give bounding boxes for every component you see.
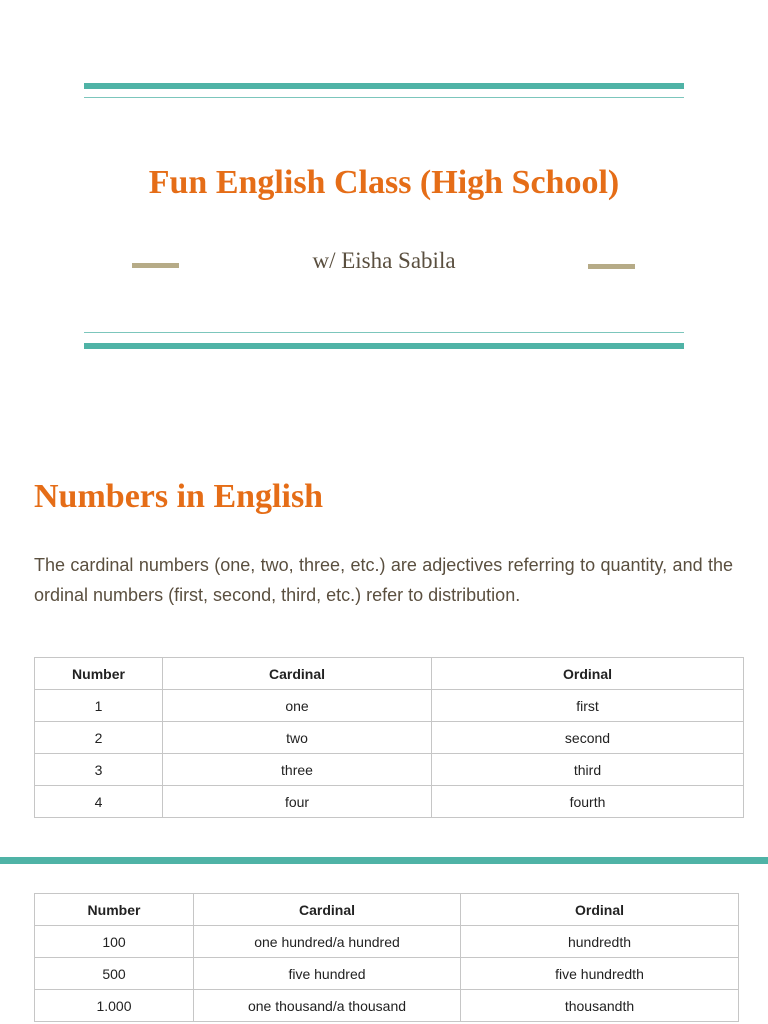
ordinal-cell: five hundredth <box>461 958 739 990</box>
cardinal-cell: one hundred/a hundred <box>194 926 461 958</box>
number-cell: 4 <box>35 786 163 818</box>
table-row <box>35 990 739 1022</box>
column-header-cardinal: Cardinal <box>194 894 461 926</box>
table-row <box>35 722 744 754</box>
column-header-ordinal: Ordinal <box>461 894 739 926</box>
table-row <box>35 690 744 722</box>
top-thick-rule <box>84 83 684 89</box>
right-dash-ornament <box>588 264 635 269</box>
ordinal-cell: hundredth <box>461 926 739 958</box>
ordinal-cell: second <box>432 722 744 754</box>
column-header-number: Number <box>35 658 163 690</box>
author-subtitle: w/ Eisha Sabila <box>312 248 456 273</box>
cardinal-cell: three <box>163 754 432 786</box>
numbers-table-basic <box>34 657 744 818</box>
section-heading: Numbers in English <box>34 478 324 515</box>
number-cell: 500 <box>35 958 194 990</box>
ordinal-cell: thousandth <box>461 990 739 1022</box>
cardinal-cell: one <box>163 690 432 722</box>
table-row <box>35 958 739 990</box>
bottom-thin-rule <box>84 332 684 333</box>
table-row <box>35 926 739 958</box>
number-cell: 100 <box>35 926 194 958</box>
table-row <box>35 786 744 818</box>
cardinal-cell: five hundred <box>194 958 461 990</box>
number-cell: 3 <box>35 754 163 786</box>
slide-divider-rule <box>0 857 768 864</box>
column-header-ordinal: Ordinal <box>432 658 744 690</box>
number-cell: 2 <box>35 722 163 754</box>
intro-paragraph: The cardinal numbers (one, two, three, etc.) are adjectives referring to quantity, and the ordinal numbers (first, second, third, etc.) refer to distribution. <box>34 555 733 605</box>
numbers-table-large <box>34 893 739 1022</box>
column-header-number: Number <box>35 894 194 926</box>
number-cell: 1.000 <box>35 990 194 1022</box>
cardinal-cell: one thousand/a thousand <box>194 990 461 1022</box>
table-row <box>35 754 744 786</box>
ordinal-cell: first <box>432 690 744 722</box>
cardinal-cell: two <box>163 722 432 754</box>
bottom-thick-rule <box>84 343 684 349</box>
ordinal-cell: fourth <box>432 786 744 818</box>
table-header-row <box>35 658 744 690</box>
table-header-row <box>35 894 739 926</box>
top-thin-rule <box>84 97 684 98</box>
cardinal-cell: four <box>163 786 432 818</box>
number-cell: 1 <box>35 690 163 722</box>
column-header-cardinal: Cardinal <box>163 658 432 690</box>
page-title: Fun English Class (High School) <box>148 164 620 201</box>
ordinal-cell: third <box>432 754 744 786</box>
